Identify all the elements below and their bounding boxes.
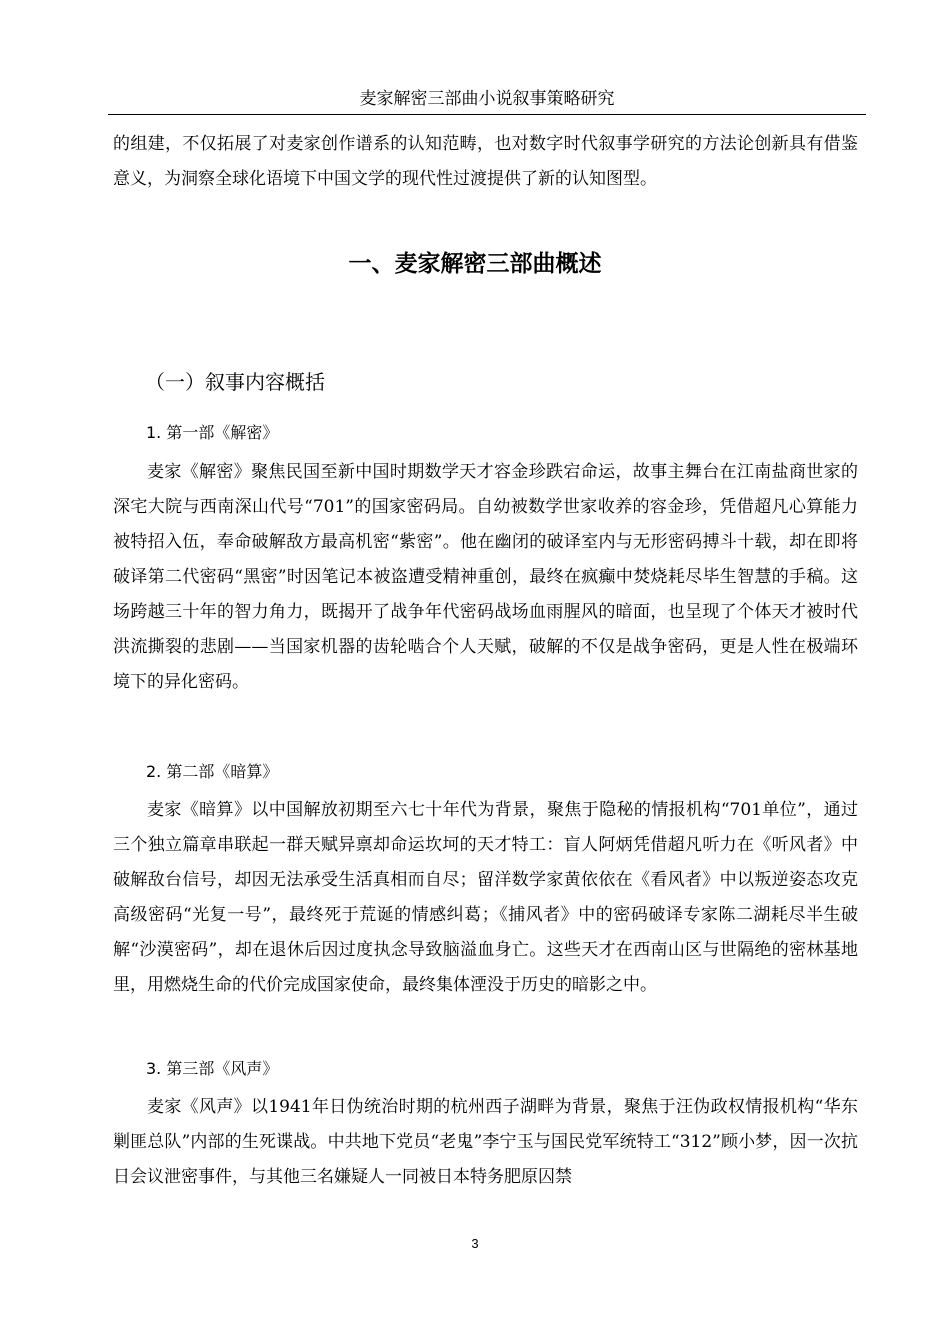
paragraph: 麦家《解密》聚焦民国至新中国时期数学天才容金珍跌宕命运，故事主舞台在江南盐商世家的深宅大院与西南深山代号“701”的国家密码局。自幼被数学世家收养的容金珍，凭借超凡心算能力被特招入伍，奉命破解敌方最高机密“紫密”。他在幽闭的破译室内与无形密码搏斗十载，却在即将破译第二代密码“黑密”时因笔记本被盗遭受精神重创，最终在疯癫中焚烧耗尽毕生智慧的手稿。这场跨越三十年的智力角力，既揭开了战争年代密码战场血雨腥风的暗面，也呈现了个体天才被时代洪流撕裂的悲剧——当国家机器的齿轮啮合个人天赋，破解的不仅是战争密码，更是人性在极端环境下的异化密码。 xyxy=(113,462,858,692)
subsection-title-1: 1. 第一部《解密》 xyxy=(146,423,279,442)
subsection-title-3: 3. 第三部《风声》 xyxy=(146,1059,279,1078)
paragraph: 麦家《风声》以1941年日伪统治时期的杭州西子湖畔为背景，聚焦于汪伪政权情报机构“华东剿匪总队”内部的生死谍战。中共地下党员“老鬼”李宁玉与国民党军统特工“312”顾小梦，因一次抗日会议泄密事件，与其他三名嫌疑人一同被日本特务肥原囚禁 xyxy=(113,1097,858,1187)
intro-block xyxy=(113,127,858,197)
subsection-body-2 xyxy=(113,793,858,1003)
subsection-body-1 xyxy=(113,455,858,700)
intro-paragraph: 的组建，不仅拓展了对麦家创作谱系的认知范畴，也对数字时代叙事学研究的方法论创新具有借鉴意义，为洞察全球化语境下中国文学的现代性过渡提供了新的认知图型。 xyxy=(113,134,858,189)
paragraph: 麦家《暗算》以中国解放初期至六七十年代为背景，聚焦于隐秘的情报机构“701单位”，通过三个独立篇章串联起一群天赋异禀却命运坎坷的天才特工：盲人阿炳凭借超凡听力在《听风者》中破解敌台信号，却因无法承受生活真相而自尽；留洋数学家黄依依在《看风者》中以叛逆姿态攻克高级密码“光复一号”，最终死于荒诞的情感纠葛；《捕风者》中的密码破译专家陈二湖耗尽半生破解“沙漠密码”，却在退休后因过度执念导致脑溢血身亡。这些天才在西南山区与世隔绝的密林基地里，用燃烧生命的代价完成国家使命，最终集体湮没于历史的暗影之中。 xyxy=(113,800,858,995)
subsection-title-2: 2. 第二部《暗算》 xyxy=(146,762,279,781)
subsection-body-3 xyxy=(113,1090,858,1195)
section-title: （一）叙事内容概括 xyxy=(145,370,325,394)
running-header: 麦家解密三部曲小说叙事策略研究 xyxy=(108,88,866,115)
page-number: 3 xyxy=(471,1236,479,1251)
chapter-title: 一、麦家解密三部曲概述 xyxy=(348,251,602,277)
